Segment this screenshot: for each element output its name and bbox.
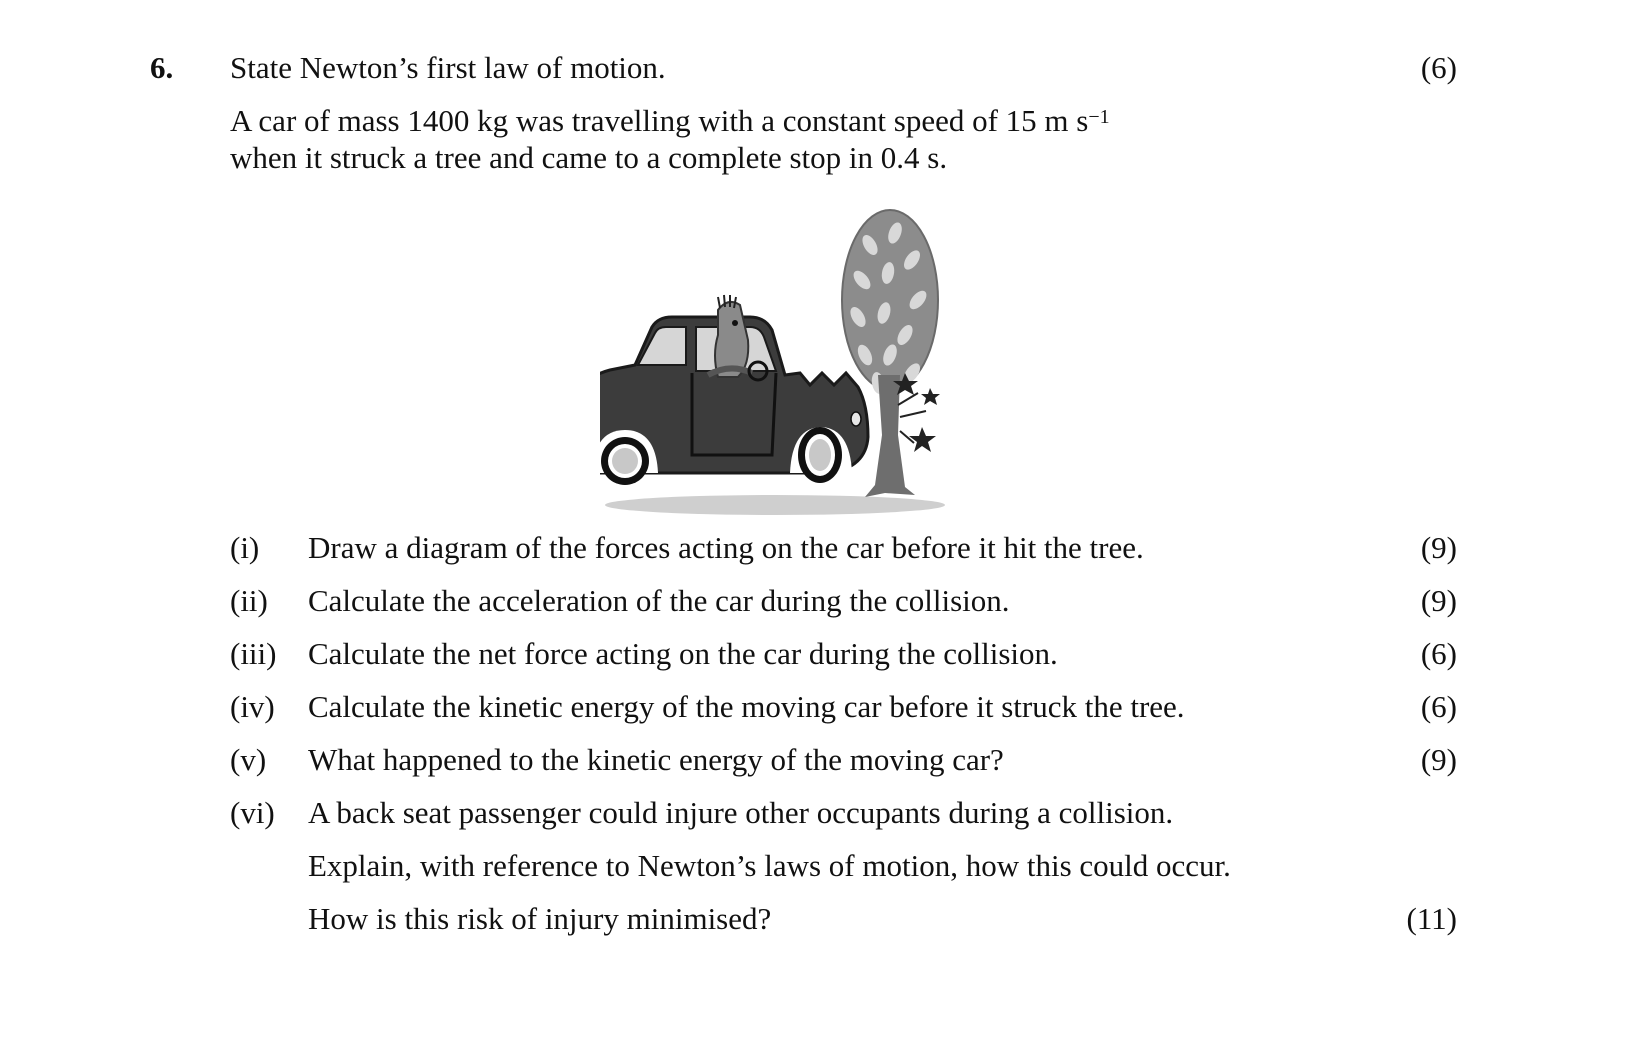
car-crash-illustration	[600, 205, 1010, 520]
part-label: (iv)	[230, 689, 275, 724]
tree-trunk	[865, 375, 915, 497]
part-label: (v)	[230, 742, 267, 777]
car-headlight	[851, 412, 861, 426]
unit-exponent: −1	[1088, 106, 1110, 128]
part-marks: (9)	[1420, 742, 1457, 777]
part-text: Explain, with reference to Newton’s laws of motion, how this could occur.	[308, 848, 1231, 883]
part-text: How is this risk of injury minimised?	[308, 901, 772, 936]
part-label: (vi)	[230, 795, 275, 830]
part-text: Calculate the acceleration of the car during the collision.	[308, 583, 1010, 618]
intro-marks: (6)	[1420, 50, 1457, 85]
part-text: What happened to the kinetic energy of the moving car?	[308, 742, 1004, 777]
part-label: (ii)	[230, 583, 268, 618]
part-text: A back seat passenger could injure other occupants during a collision.	[308, 795, 1174, 830]
part-label: (i)	[230, 530, 260, 565]
question-intro: State Newton’s first law of motion.	[230, 50, 666, 85]
context-line-2: when it struck a tree and came to a complete stop in 0.4 s.	[230, 140, 948, 175]
part-marks: (9)	[1420, 583, 1457, 618]
part-text: Calculate the net force acting on the car during the collision.	[308, 636, 1058, 671]
question-number: 6.	[150, 50, 174, 85]
part-text: Calculate the kinetic energy of the moving car before it struck the tree.	[308, 689, 1185, 724]
part-marks: (6)	[1420, 636, 1457, 671]
context-line-1	[230, 103, 1110, 139]
part-marks: (11)	[1406, 901, 1457, 936]
part-marks: (6)	[1420, 689, 1457, 724]
ground-shadow	[605, 495, 945, 515]
part-marks: (9)	[1420, 530, 1457, 565]
context-line-1-text: A car of mass 1400 kg was travelling with a constant speed of 15 m s	[230, 103, 1089, 138]
part-label: (iii)	[230, 636, 277, 671]
part-text: Draw a diagram of the forces acting on the car before it hit the tree.	[308, 530, 1144, 565]
